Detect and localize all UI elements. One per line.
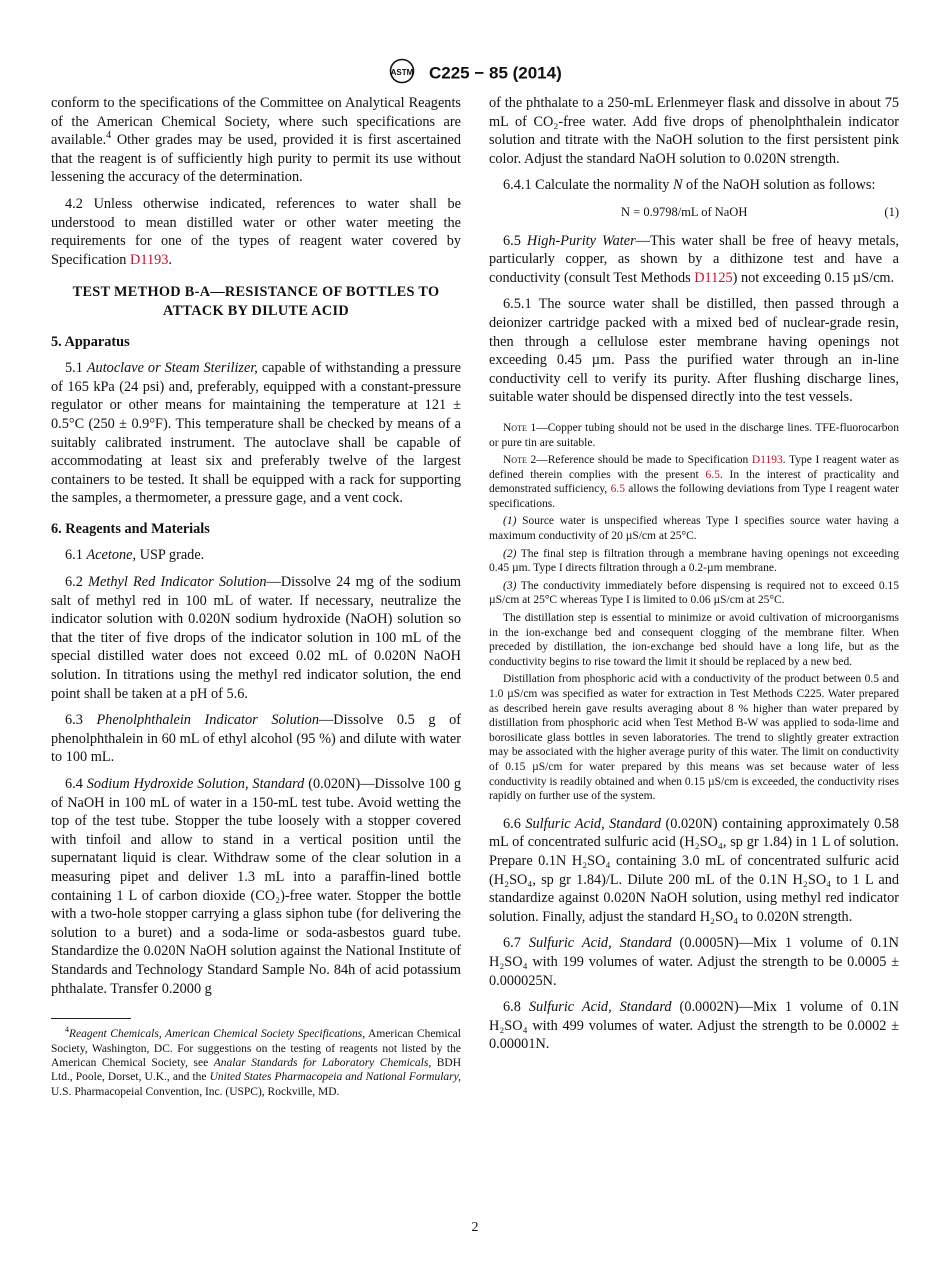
equation-1 bbox=[489, 203, 899, 222]
paragraph-6-5: 6.5 High-Purity Water—This water shall be free of heavy metals, particularly copper, as shown by a dithizone test and have a conductivity (consult Test Methods D1125) not exceeding 0.15 µS/cm. bbox=[489, 232, 899, 286]
paragraph-5-1: 5.1 Autoclave or Steam Sterilizer, capable of withstanding a pressure of 165 kPa (24 psi) and, preferably, equipped with a constant-pressure regulator or other means for maintaining the temperature at 121 ± 0.5°C (250 ± 0.9°F). This temperature shall be checked by means of a suitably calibrated instrument. The autoclave shall be capable of accommodating at least six and preferably twelve of the largest containers to be tested. It shall be equipped with a rack for supporting the samples, a thermometer, a pressure gage, and a vent cock. bbox=[51, 360, 461, 507]
paragraph-6-1: 6.1 Acetone, USP grade. bbox=[65, 547, 205, 564]
right-column bbox=[489, 94, 899, 1062]
equation-number: (1) bbox=[884, 204, 899, 219]
astm-logo-icon bbox=[388, 58, 416, 89]
equation-expression: N = 0.9798/mL of NaOH bbox=[621, 204, 748, 219]
page-number: 2 bbox=[471, 1220, 479, 1235]
paragraph-4-2: 4.2 Unless otherwise indicated, references to water shall be understood to mean distilled water or other water meeting the requirements for one of the types of reagent water covered by Specification D1193. bbox=[51, 195, 461, 268]
paragraph-6-4-continued: of the phthalate to a 250-mL Erlenmeyer flask and dissolve in about 75 mL of CO₂-free water. Add five drops of phenolphthalein indicator solution and titrate with the NaOH solution to the first persistent pink color. Adjust the standard NaOH solution to 0.020N strength. bbox=[489, 95, 899, 167]
paragraph-6-4: 6.4 Sodium Hydroxide Solution, Standard (0.020N)—Dissolve 100 g of NaOH in 100 mL of water in a 150-mL test tube. Avoid wetting the top of the test tube. Stopper the tube loosely with a stopper covered with tinfoil and allow to stand in a vertical position until the supernatant liquid is clear. Withdraw some of the clear solution in a measuring pipet and deliver 1.3 mL into a paraffin-lined bottle containing 1 L of carbon dioxide (CO₂)-free water. Stopper the bottle with a two-hole stopper carrying a glass siphon tube (for delivering the solution to a buret) and a soda-lime or soda-asbestos guard tube. Standardize the 0.020N NaOH solution against the National Institute of Standards and Technology Standard Sample No. 84h of acid potassium phthalate. Transfer 0.2000 g bbox=[51, 776, 461, 997]
paragraph-6-6: 6.6 Sulfuric Acid, Standard (0.020N) containing approximately 0.58 mL of concentrated sulfuric acid (H₂SO₄, sp gr 1.84) in 1 L of solution. Prepare 0.1N H₂SO₄ containing 3.0 mL of concentrated sulfuric acid (H₂SO₄, sp gr 1.84)/L. Dilute 200 mL of the 0.1N H₂SO₄ to 1 L and standardize against 0.020N NaOH solution, using methyl red indicator solution. Finally, adjust the standard H₂SO₄ to 0.020N strength. bbox=[489, 815, 899, 925]
link-d1193[interactable]: D1193 bbox=[130, 251, 169, 268]
note-item-2: (2) The final step is filtration through a membrane having openings not exceeding 0.45 µm. Type I directs filtration through a 0.2-µm membrane. bbox=[489, 547, 899, 575]
footnote-4: $^4$Reagent Chemicals, American Chemical Society Specifications, American Chemical Society, Washington, DC. For suggestions on the testing of reagents not listed by the American Chemical Society, see Analar Standards for Laboratory Chemicals, BDH Ltd., Poole, Dorset, U.K., and the United States Pharmacopeia and National Formulary, U.S. Pharmacopeial Convention, Inc. (USPC), Rockville, MD. bbox=[51, 1025, 462, 1098]
link-6-5-b[interactable]: 6.5 bbox=[610, 483, 625, 496]
paragraph-6-5-1: 6.5.1 The source water shall be distilled, then passed through a deionizer cartridge packed with a mixed bed of nuclear-grade resin, then through a cellulose ester membrane having openings not exceeding 0.45 µm. Pass the purified water through an in-line conductivity cell to verify its purity. After flushing discharge lines, suitable water should be dispensed directly into the test vessels. bbox=[489, 296, 899, 406]
footnote-divider bbox=[51, 1018, 131, 1019]
left-column bbox=[51, 94, 461, 1099]
paragraph-6-7: 6.7 Sulfuric Acid, Standard (0.0005N)—Mix 1 volume of 0.1N H₂SO₄ with 199 volumes of water. Adjust the strength to be 0.0005 ± 0.000025N. bbox=[489, 935, 899, 989]
note-item-3: (3) The conductivity immediately before dispensing is required not to exceed 0.15 µS/cm at 25°C whereas Type I is limited to 0.06 µS/cm at 25°C. bbox=[489, 579, 899, 607]
heading-apparatus: 5. Apparatus bbox=[51, 333, 130, 350]
paragraph-6-2: 6.2 Methyl Red Indicator Solution—Dissolve 24 mg of the sodium salt of methyl red in 100 mL of water. If necessary, neutralize the indicator solution with 0.020N sodium hydroxide (NaOH) solution so that the titer of five drops of the indicator solution in 100 mL of the special distilled water does not exceed 0.02 mL of 0.020N NaOH solution. In titrations using the methyl red indicator solution, the end point shall be taken at a pH of 5.6. bbox=[51, 574, 461, 702]
paragraph-6-3: 6.3 Phenolphthalein Indicator Solution—Dissolve 0.5 g of phenolphthalein in 60 mL of ethyl alcohol (95 %) and dilute with water to 100 mL. bbox=[51, 712, 461, 766]
svg-text:ASTM: ASTM bbox=[390, 68, 414, 77]
paragraph-6-4-1: 6.4.1 Calculate the normality N of the NaOH solution as follows: bbox=[503, 177, 876, 194]
document-designation: C225 − 85 (2014) bbox=[428, 63, 562, 83]
page-header bbox=[0, 58, 950, 89]
paragraph-6-8: 6.8 Sulfuric Acid, Standard (0.0002N)—Mix 1 volume of 0.1N H₂SO₄ with 499 volumes of water. Adjust the strength to be 0.0002 ± 0.00001N. bbox=[489, 999, 899, 1053]
footnote-ref[interactable]: 4 bbox=[106, 130, 112, 142]
note-1: Note 1—Copper tubing should not be used in the discharge lines. TFE-fluorocarbon or pure tin are suitable. bbox=[489, 421, 900, 449]
link-d1125[interactable]: D1125 bbox=[694, 269, 733, 286]
link-d1193-note[interactable]: D1193 bbox=[751, 454, 783, 467]
paragraph-intro: conform to the specifications of the Committee on Analytical Reagents of the American Chemical Society, where such specifications are available.$^4$ Other grades may be used, provided it is first ascertained that the reagent is of sufficiently high purity to permit its use without lessening the accuracy of the determination. bbox=[51, 95, 461, 186]
heading-reagents: 6. Reagents and Materials bbox=[51, 520, 210, 537]
note-2: Note 2—Reference should be made to Specification D1193. Type I reagent water as defined therein complies with the present 6.5. In the interest of practicality and demonstrated sufficiency, 6.5 allows the following deviations from Type I reagent water specifications. bbox=[489, 454, 900, 510]
link-6-5-a[interactable]: 6.5 bbox=[705, 468, 720, 481]
note-item-1: (1) Source water is unspecified whereas Type I specifies source water having a maximum conductivity of 20 µS/cm at 25°C. bbox=[489, 515, 899, 543]
note-paragraph-1: The distillation step is essential to minimize or avoid cultivation of microorganisms in the ion-exchange bed and consequent clogging of the membrane filter. When preceded by distillation, the ion-exchange bed should have a long life, but as the conductivity begins to rise toward the limit it should be replaced by a new bed. bbox=[489, 612, 899, 668]
note-paragraph-2: Distillation from phosphoric acid with a conductivity of the product between 0.5 and 1.0 µS/cm was specified as water for extraction in Test Methods C225. Water prepared as described herein gave results averaging about 8 % higher than water prepared by distillation from phosphoric acid when Test Method B-W was applied to soda-lime and borosilicate glass bottles in seven laboratories. The trend to slightly greater extraction may be associated with the higher average purity of this water. The limit on conductivity of 0.15 µS/cm for water prepared by this means was set because water of less conductivity is readily obtained and when 0.15 µS/cm is exceeded, the conductivity rises rapidly on further use of the system. bbox=[489, 673, 899, 803]
section-title: TEST METHOD B-A—RESISTANCE OF BOTTLES TO ATTACK BY DILUTE ACID bbox=[72, 284, 440, 319]
